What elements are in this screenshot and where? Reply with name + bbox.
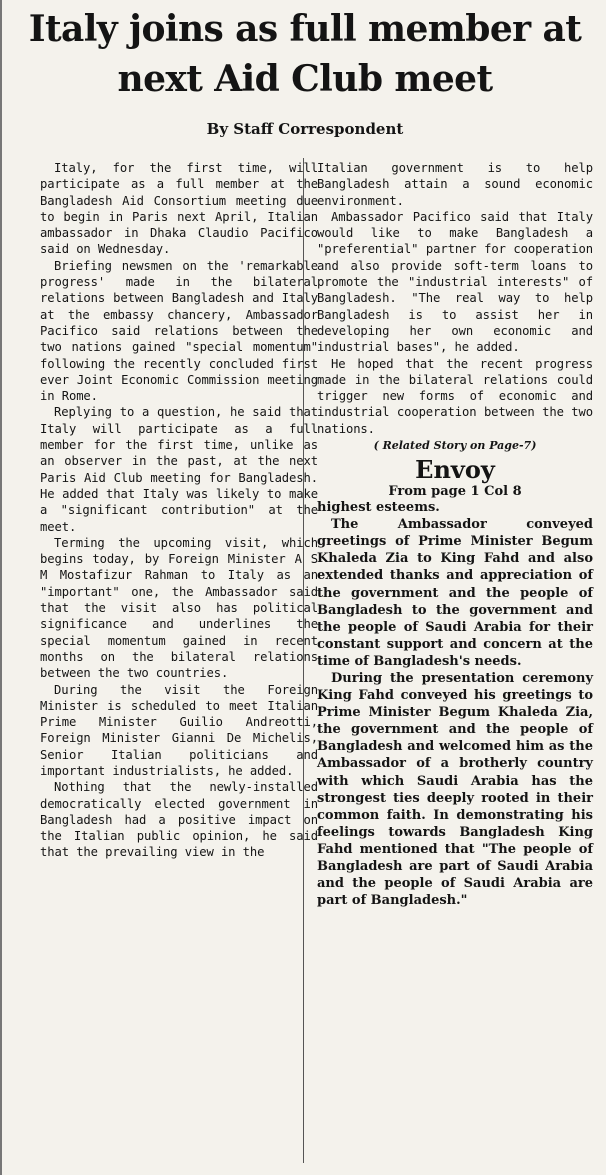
related-story-note: ( Related Story on Page-7) xyxy=(373,439,537,453)
article-paragraph: During the visit the Foreign Minister is scheduled to meet Italian Prime Minister Guilio Andreotti, Foreign Minister Gianni De Michelis, Senior Italian politicians and important industrialists, he added. xyxy=(40,682,318,778)
left-column xyxy=(40,160,318,861)
envoy-story xyxy=(317,456,593,909)
byline: By Staff Correspondent xyxy=(206,120,404,138)
article-paragraph: Nothing that the newly-installed democratically elected government in Bangladesh had a positive impact on the Italian public opinion, he said that the prevailing view in the xyxy=(40,780,318,860)
right-column xyxy=(317,160,593,909)
article-paragraph: Italian government is to help Bangladesh attain a sound economic environment. xyxy=(317,161,593,208)
article-paragraph: Briefing newsmen on the 'remarkable progress' made in the bilateral relations between Bangladesh and Italy at the embassy chancery, Ambassador Pacifico said relations between the two nations gained "special momentum" following the recently concluded first ever Joint Economic Commission meeting in Rome. xyxy=(40,258,318,404)
jump-line: From page 1 Col 8 xyxy=(388,484,522,500)
article-paragraph: He hoped that the recent progress made in the bilateral relations could trigger new forms of economic and industrial cooperation between the two nations. xyxy=(317,356,593,436)
article-paragraph: Replying to a question, he said that Italy will participate as a full member for the first time, unlike as an observer in the past, at the next Paris Aid Club meeting for Bangladesh. He added that Italy was likely to make a "significant contribution" at the meet. xyxy=(40,405,318,534)
envoy-headline: Envoy xyxy=(415,455,495,485)
envoy-paragraph: The Ambassador conveyed greetings of Prime Minister Begum Khaleda Zia to King Fahd and also extended thanks and appreciation of the government and the people of Bangladesh to the government and the people of Saudi Arabia for their constant support and concern at the time of Bangladesh's needs. xyxy=(317,517,593,669)
article-paragraph: Ambassador Pacifico said that Italy would like to make Bangladesh a "preferential" partner for cooperation and also provide soft-term loans to promote the "industrial interests" of Bangladesh. "The real way to help Bangladesh is to assist her in developing her own economic and industrial bases", he added. xyxy=(317,209,593,355)
article-paragraph: Terming the upcoming visit, which begins today, by Foreign Minister A S M Mostafizur Rahman to Italy as an "important" one, the Ambassador said that the visit also has political significance and underlines the special momentum gained in recent months on the bilateral relations between the two countries. xyxy=(40,535,318,681)
article-paragraph: Italy, for the first time, will participate as a full member at the Bangladesh Aid Consortium meeting due to begin in Paris next April, Italian ambassador in Dhaka Claudio Pacifico said on Wednesday. xyxy=(40,161,318,257)
envoy-paragraph: During the presentation ceremony King Fahd conveyed his greetings to Prime Minister Begum Khaleda Zia, the government and the people of Bangladesh and welcomed him as the Ambassador of a brotherly country with which Saudi Arabia has the strongest ties deeply rooted in their common faith. In demonstrating his feelings towards Bangladesh King Fahd mentioned that "The people of Bangladesh are part of Saudi Arabia and the people of Saudi Arabia are part of Bangladesh." xyxy=(317,670,593,909)
headline: Italy joins as full member at next Aid Club meet xyxy=(28,8,582,100)
envoy-paragraph: highest esteems. xyxy=(317,500,440,516)
